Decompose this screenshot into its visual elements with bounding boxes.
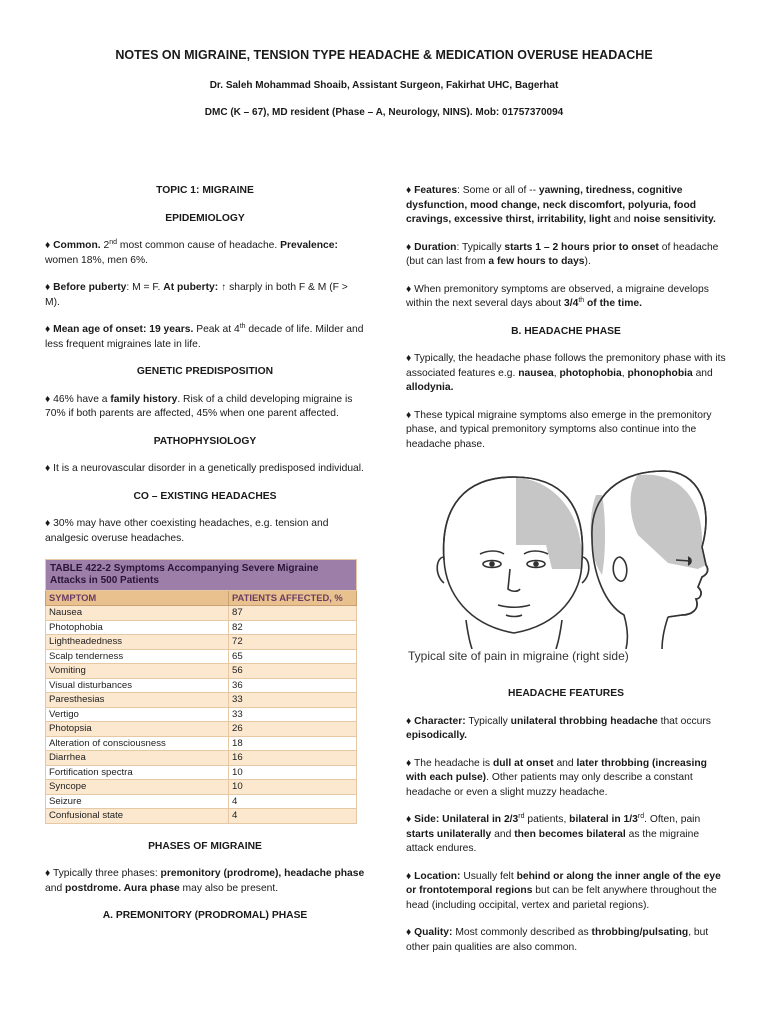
symptom-cell: Vomiting — [46, 664, 229, 679]
genetic-heading: GENETIC PREDISPOSITION — [136, 366, 274, 377]
table-row — [46, 722, 357, 737]
coexisting-paragraph: ♦ 30% may have other coexisting headaches, e.g. tension and analgesic overuse headaches. — [45, 518, 329, 544]
symptom-cell: Paresthesias — [46, 693, 229, 708]
symptom-cell: Alteration of consciousness — [46, 736, 229, 751]
percent-cell: 4 — [229, 794, 357, 809]
percent-cell: 10 — [229, 780, 357, 795]
location-paragraph: ♦ Location: Usually felt behind or along the inner angle of the eye or frontotemporal regions but can be felt anywhere throughout the head (including occipital, vertex and parietal regions). — [406, 870, 721, 911]
page-title: NOTES ON MIGRAINE, TENSION TYPE HEADACHE & MEDICATION OVERUSE HEADACHE — [115, 48, 653, 62]
duration-paragraph: ♦ Duration: Typically starts 1 – 2 hours prior to onset of headache (but can last from a few hours to days). — [406, 241, 719, 267]
percent-cell: 72 — [229, 635, 357, 650]
table-row — [46, 809, 357, 824]
symptom-cell: Confusional state — [46, 809, 229, 824]
features-paragraph: ♦ Features: Some or all of -- yawning, tiredness, cognitive dysfunction, mood change, neck discomfort, polyuria, food cravings, excessive thirst, irritability, light and noise sensitivity. — [406, 185, 716, 225]
percent-cell: 33 — [229, 707, 357, 722]
symptom-cell: Vertigo — [46, 707, 229, 722]
premonitory-heading: A. PREMONITORY (PRODROMAL) PHASE — [102, 910, 308, 921]
percent-cell: 36 — [229, 678, 357, 693]
symptom-cell: Visual disturbances — [46, 678, 229, 693]
headache-features-heading: HEADACHE FEATURES — [508, 688, 624, 699]
percent-cell: 87 — [229, 606, 357, 621]
percent-cell: 33 — [229, 693, 357, 708]
table-row — [46, 635, 357, 650]
percent-cell: 10 — [229, 765, 357, 780]
side-head — [591, 471, 708, 649]
percent-cell: 18 — [229, 736, 357, 751]
table-row — [46, 606, 357, 621]
symptom-cell: Photopsia — [46, 722, 229, 737]
table-row — [46, 751, 357, 766]
symptoms-table — [45, 559, 357, 824]
quality-paragraph: ♦ Quality: Most commonly described as throbbing/pulsating, but other pain qualities are also common. — [406, 927, 709, 953]
dull-paragraph: ♦ The headache is dull at onset and later throbbing (increasing with each pulse). Other patients may only describe a constant headache or even a slight muzzy headache. — [406, 757, 707, 798]
puberty-paragraph: ♦ Before puberty: M = F. At puberty: ↑ sharply in both F & M (F > M). — [45, 282, 348, 308]
table-row — [46, 678, 357, 693]
phases-paragraph: ♦ Typically three phases: premonitory (prodrome), headache phase and postdrome. Aura phase may also be present. — [45, 868, 365, 894]
symptom-cell: Diarrhea — [46, 751, 229, 766]
table-row — [46, 765, 357, 780]
coexisting-heading: CO – EXISTING HEADACHES — [133, 490, 277, 502]
typical-symptoms-paragraph: ♦ These typical migraine symptoms also emerge in the premonitory phase, and typical premonitory symptoms also continue into the headache phase. — [406, 409, 712, 450]
common-paragraph: ♦ Common. 2nd most common cause of headache. Prevalence: women 18%, men 6%. — [45, 239, 338, 266]
percent-cell: 56 — [229, 664, 357, 679]
character-paragraph: ♦ Character: Typically unilateral throbbing headache that occurs episodically. — [406, 715, 711, 741]
percent-cell: 16 — [229, 751, 357, 766]
percent-cell: 26 — [229, 722, 357, 737]
author-line: Dr. Saleh Mohammad Shoaib, Assistant Surgeon, Fakirhat UHC, Bagerhat — [209, 80, 559, 91]
head-illustration — [406, 465, 726, 649]
table-row — [46, 736, 357, 751]
onset-paragraph: ♦ Mean age of onset: 19 years. Peak at 4th decade of life. Milder and less frequent migraines late in life. — [45, 323, 364, 350]
epidemiology-heading: EPIDEMIOLOGY — [165, 212, 245, 224]
migraine-pain-figure — [406, 465, 726, 675]
table-caption: TABLE 422-2 Symptoms Accompanying Severe Migraine Attacks in 500 Patients — [46, 560, 357, 591]
table-row — [46, 794, 357, 809]
table-row — [46, 707, 357, 722]
table-row — [46, 649, 357, 664]
symptom-cell: Seizure — [46, 794, 229, 809]
table-row — [46, 664, 357, 679]
genetic-paragraph: ♦ 46% have a family history. Risk of a child developing migraine is 70% if both parents are affected, 45% when one parent affected. — [45, 393, 353, 419]
percent-cell: 82 — [229, 620, 357, 635]
symptom-cell: Lightheadedness — [46, 635, 229, 650]
percent-cell: 65 — [229, 649, 357, 664]
pathophysiology-paragraph: ♦ It is a neurovascular disorder in a genetically predisposed individual. — [45, 463, 364, 474]
left-column — [45, 184, 365, 937]
premonitory-paragraph: ♦ When premonitory symptoms are observed, a migraine develops within the next several days about 3/4th of the time. — [406, 283, 709, 309]
side-paragraph: ♦ Side: Unilateral in 2/3rd patients, bilateral in 1/3rd. Often, pain starts unilaterally and then becomes bilateral as the migraine attack endures. — [406, 813, 701, 854]
percent-cell: 4 — [229, 809, 357, 824]
symptom-cell: Fortification spectra — [46, 765, 229, 780]
symptom-cell: Syncope — [46, 780, 229, 795]
front-head — [437, 477, 589, 649]
figure-caption: Typical site of pain in migraine (right side) — [408, 649, 629, 663]
headache-phase-heading: B. HEADACHE PHASE — [511, 325, 621, 337]
symptom-cell: Photophobia — [46, 620, 229, 635]
table-header-patients: PATIENTS AFFECTED, % — [229, 591, 357, 606]
symptom-cell: Nausea — [46, 606, 229, 621]
symptom-cell: Scalp tenderness — [46, 649, 229, 664]
table-row — [46, 780, 357, 795]
table-header-symptom: SYMPTOM — [46, 591, 229, 606]
pathophysiology-heading: PATHOPHYSIOLOGY — [153, 435, 257, 447]
right-column — [406, 184, 726, 968]
table-row — [46, 620, 357, 635]
typically-paragraph: ♦ Typically, the headache phase follows the premonitory phase with its associated features e.g. nausea, photophobia, phonophobia and allodynia. — [406, 353, 726, 393]
phases-heading: PHASES OF MIGRAINE — [148, 840, 262, 852]
topic-heading: TOPIC 1: MIGRAINE — [156, 185, 254, 196]
table-row — [46, 693, 357, 708]
up-arrow-icon: ↑ — [218, 282, 227, 293]
affiliation-line: DMC (K – 67), MD resident (Phase – A, Neurology, NINS). Mob: 01757370094 — [204, 107, 564, 118]
